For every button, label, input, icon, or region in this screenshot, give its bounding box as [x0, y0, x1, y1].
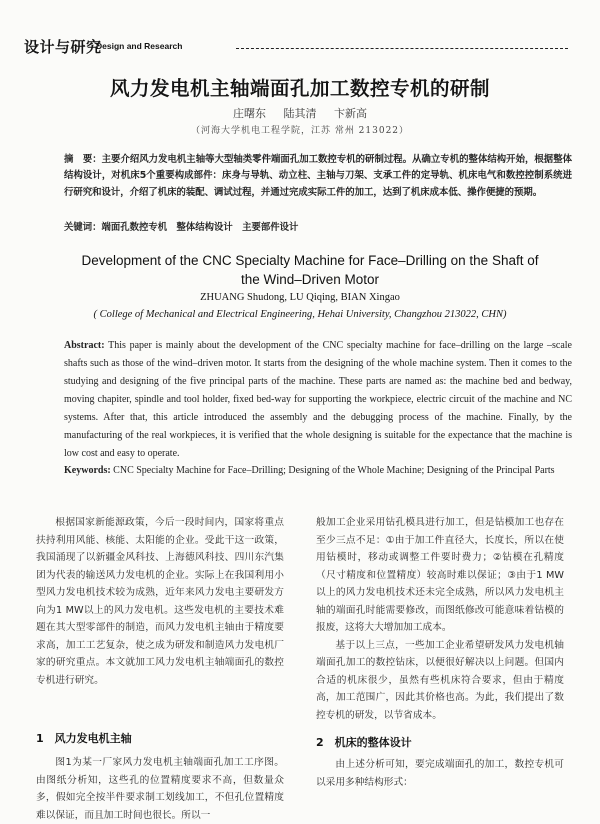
- keywords-cn: [64, 219, 572, 233]
- title-cn: 风力发电机主轴端面孔加工数控专机的研制: [109, 77, 490, 100]
- section-2-heading: 2 机床的整体设计: [316, 736, 412, 749]
- keywords-en: [64, 463, 572, 479]
- title-en: Development of the CNC Specialty Machine for Face–Drilling on the Shaft of the Wind–Driven Motor: [81, 253, 539, 287]
- abstract-cn-label: 摘 要：: [64, 154, 102, 165]
- body-paragraph: 根据国家新能源政策，今后一段时间内，国家将重点扶持利用风能、核能、太阳能的企业。受此干这一政策，我国涌现了以新疆金风科技、上海德风科技、四川东汽集团为代表的输送风力发电机的企业。实际上在我国利用小型风力发电机技术较为成熟，近年来风力发电主要研发方向为1 MW以上的风力发电机。这些发电机的主要技术难题在其大型零部件的制造，而风力发电机主轴由于精度要求高，加工工艺复杂，使之成为研发和制造风力发电机厂家的研究重点。本文就加工风力发电机主轴端面孔的数控专机进行研究。: [36, 517, 284, 686]
- section-1-heading: 1 风力发电机主轴: [36, 732, 132, 745]
- body-paragraph: 基于以上三点，一些加工企业希望研发风力发电机轴端面孔加工的数控钻床，以便很好解决以上问题。但国内合适的机床很少，虽然有些机床符合要求，但由于精度高，加工范围广，因此其价格也高。为此，我们提出了数控专机的研发，以节省成本。: [316, 639, 564, 721]
- body-paragraph: 般加工企业采用钻孔模具进行加工，但是钻模加工也存在至少三点不足：①由于加工件直径大，长度长，所以在使用钻模时，移动或调整工件要时费力；②钻模在孔精度（尺寸精度和位置精度）较高时难以保证；③由于1 MW以上的风力发电机技术还未完全成熟，所以风力发电机主轴的端面孔时能需要修改，而图纸修改可能意味着钻模的报废，这将大大增加加工成本。: [316, 517, 564, 633]
- header-section-cn: 设计与研究: [24, 38, 102, 56]
- keywords-en-text: CNC Specialty Machine for Face–Drilling; Designing of the Whole Machine; Designing of the Principal Parts: [113, 465, 555, 476]
- body-paragraph: 图1为某一厂家风力发电机主轴端面孔加工工序图。由图纸分析知，这些孔的位置精度要求不高，但数量众多，假如完全按半件要求制工划线加工，不但孔位置精度难以保证，而且加工时间也很长。所以一: [36, 757, 284, 821]
- body-left-column-lower: [36, 754, 284, 824]
- abstract-en: [64, 337, 572, 463]
- abstract-cn: [64, 152, 572, 201]
- abstract-cn-text: 主要介绍风力发电机主轴等大型轴类零件端面孔加工数控专机的研制过程。从确立专机的整体结构开始，根据整体结构设计，对机床5个重要构成部件：床身与导轨、动立柱、主轴与刀架、支承工件的定导轨、机床电气和数控控制系统进行研究和设计，介绍了机床的装配、调试过程，并通过完成实际工件的加工，达到了机床成本低、操作便捷的预期。: [64, 154, 572, 198]
- affiliation-cn: （河海大学机电工程学院，江苏 常州 213022）: [190, 126, 410, 136]
- header-section-en: Design and Research: [96, 41, 183, 51]
- abstract-en-label: Abstract:: [64, 340, 105, 351]
- body-right-column: [316, 514, 564, 724]
- body-right-column-lower: [316, 756, 564, 791]
- keywords-en-label: Keywords:: [64, 465, 111, 476]
- body-left-column: [36, 514, 284, 689]
- body-paragraph: 由上述分析可知，要完成端面孔的加工，数控专机可以采用多种结构形式：: [316, 759, 564, 788]
- affiliation-en: ( College of Mechanical and Electrical Engineering, Hehai University, Changzhou 213022, CHN): [93, 309, 507, 320]
- keywords-cn-label: 关键词：: [64, 222, 102, 233]
- keywords-cn-text: 端面孔数控专机 整体结构设计 主要部件设计: [101, 222, 299, 233]
- authors-cn: 庄曙东 陆其清 卞新高: [233, 107, 367, 120]
- authors-en: ZHUANG Shudong, LU Qiqing, BIAN Xingao: [200, 292, 400, 303]
- abstract-en-text: This paper is mainly about the development of the CNC specialty machine for face–drilling on the large –scale shafts such as those of the wind–driven motor. It starts from the designing of the whole machine system. Then it comes to the studying and designing of the five principal parts of the machine. These parts are named as: the machine bed and bedway, moving chapiter, spindle and tool holder, fixed bed-way for supporting the workpiece, electric circuit of the machine and NC systems. After that, this article introduced the assembly and the debugging process of the machine. Finally, by the manufacturing of the real workpieces, it is verified that the whole designing is suitable for the expectance that the machine is low cost and easy to operate.: [64, 340, 573, 459]
- header-rule: [236, 48, 568, 49]
